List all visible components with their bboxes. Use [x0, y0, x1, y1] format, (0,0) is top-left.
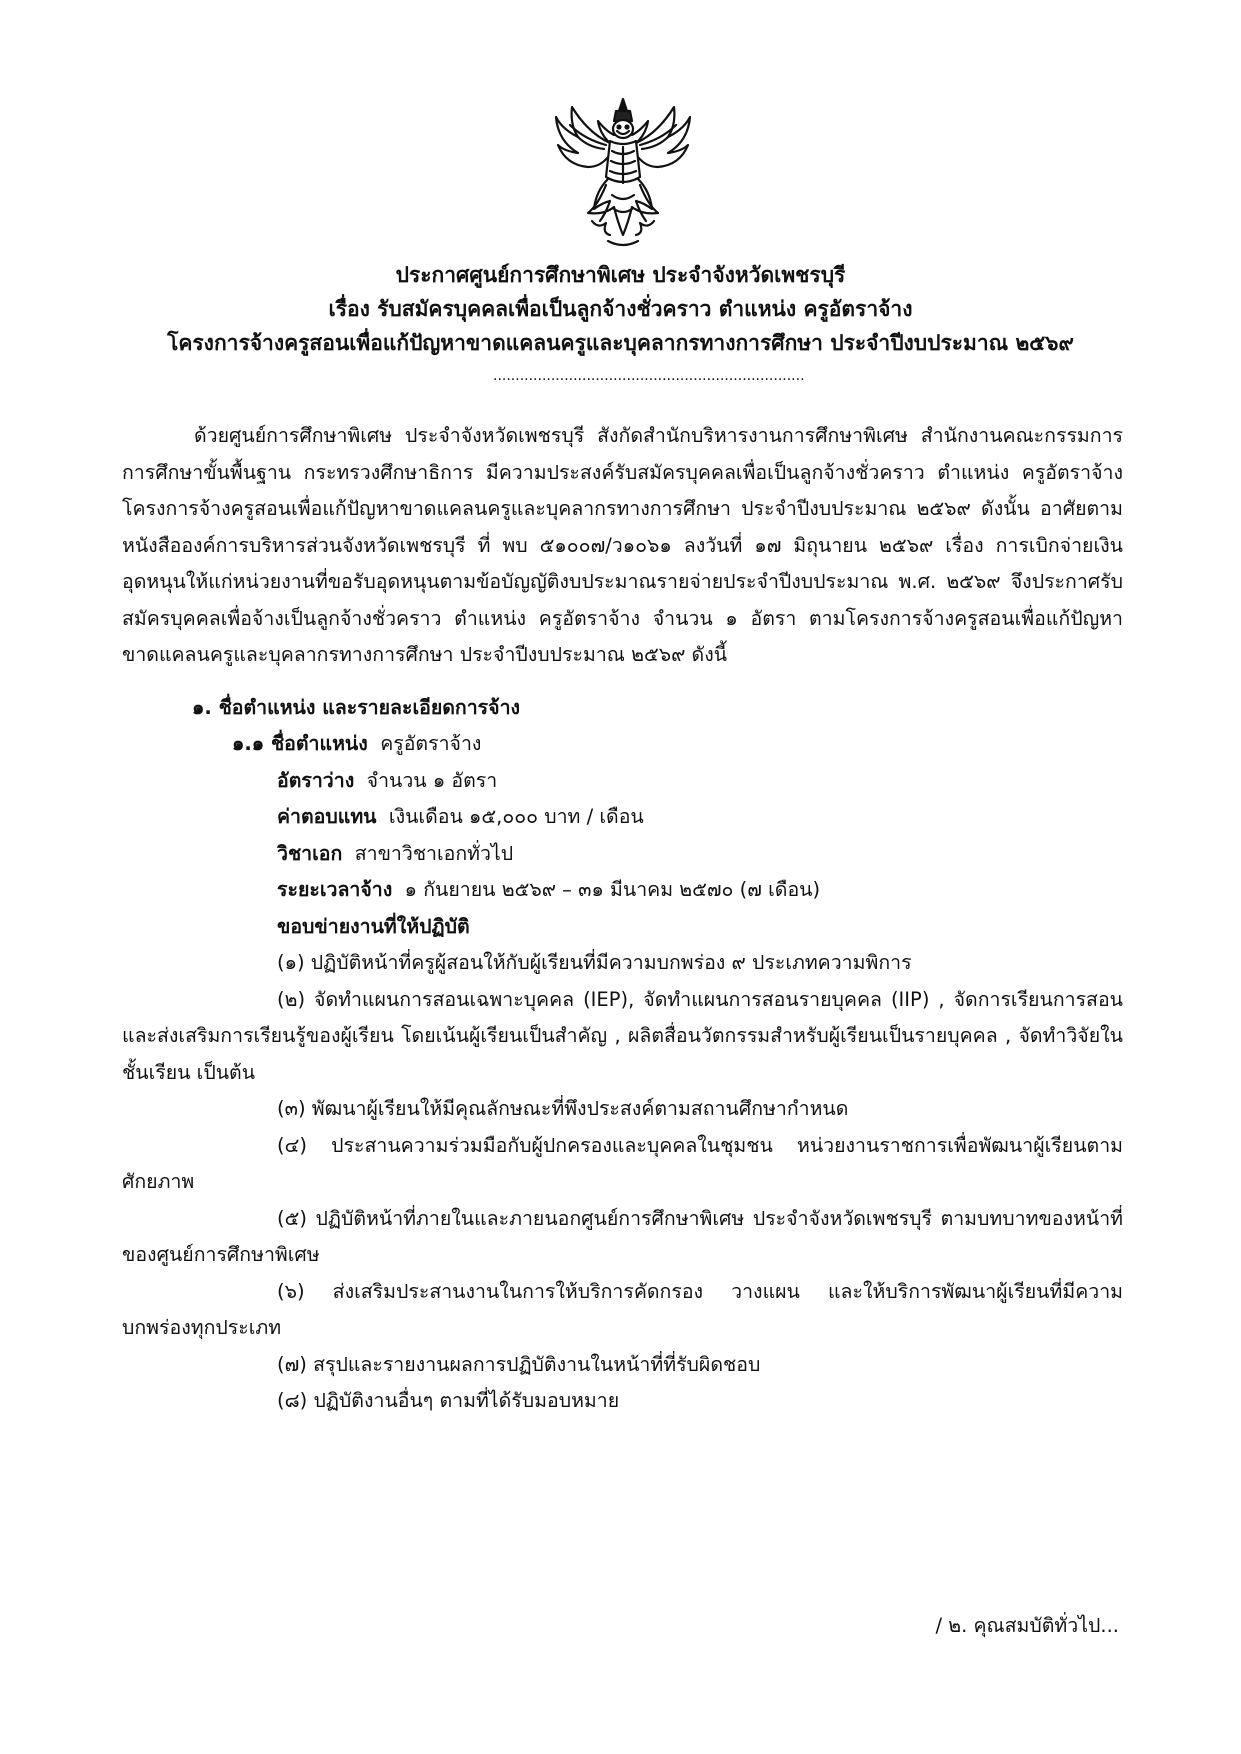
duty-item-1: (๑) ปฏิบัติหน้าที่ครูผู้สอนให้กับผู้เรียนที่มีความบกพร่อง ๙ ประเภทความพิการ	[277, 951, 912, 974]
position-value: ครูอัตราจ้าง	[380, 732, 482, 755]
title-separator: ......................................................................	[493, 368, 805, 384]
duty-item-3: (๓) พัฒนาผู้เรียนให้มีคุณลักษณะที่พึงประสงค์ตามสถานศึกษากำหนด	[277, 1097, 849, 1120]
duty-item-7: (๗) สรุปและรายงานผลการปฏิบัติงานในหน้าที่ที่รับผิดชอบ	[277, 1352, 761, 1376]
position-label: ๑.๑ ชื่อตำแหน่ง	[232, 732, 368, 755]
duty-item-6: (๖) ส่งเสริมประสานงานในการให้บริการคัดกรอง วางแผน และให้บริการพัฒนาผู้เรียนที่มีความบกพร่องทุกประเภท	[122, 1279, 1123, 1339]
intro-paragraph: ด้วยศูนย์การศึกษาพิเศษ ประจำจังหวัดเพชรบุรี สังกัดสำนักบริหารงานการศึกษาพิเศษ สำนักงานคณะกรรมการการศึกษาขั้นพื้นฐาน กระทรวงศึกษาธิการ มีความประสงค์รับสมัครบุคคลเพื่อเป็นลูกจ้างชั่วคราว ตำแหน่ง ครูอัตราจ้าง โครงการจ้างครูสอนเพื่อแก้ปัญหาขาดแคลนครูและบุคลากรทางการศึกษา ประจำปีงบประมาณ ๒๕๖๙ ดังนั้น อาศัยตามหนังสือองค์การบริหารส่วนจังหวัดเพชรบุรี ที่ พบ ๕๑๐๐๗/ว๑๐๖๑ ลงวันที่ ๑๗ มิถุนายน ๒๕๖๙ เรื่อง การเบิกจ่ายเงินอุดหนุนให้แก่หน่วยงานที่ขอรับอุดหนุนตามข้อบัญญัติงบประมาณรายจ่ายประจำปีงบประมาณ พ.ศ. ๒๕๖๙ จึงประกาศรับสมัครบุคคลเพื่อจ้างเป็นลูกจ้างชั่วคราว ตำแหน่ง ครูอัตราจ้าง จำนวน ๑ อัตรา ตามโครงการจ้างครูสอนเพื่อแก้ปัญหาขาดแคลนครูและบุคลากรทางการศึกษา ประจำปีงบประมาณ ๒๕๖๙ ดังนี้	[122, 424, 1123, 666]
period-row	[122, 872, 1123, 909]
announcement-body	[122, 418, 1123, 1420]
major-value: สาขาวิชาเอกทั่วไป	[354, 841, 514, 865]
salary-value: เงินเดือน ๑๕,๐๐๐ บาท / เดือน	[388, 805, 644, 828]
title-line-3: โครงการจ้างครูสอนเพื่อแก้ปัญหาขาดแคลนครูและบุคลากรทางการศึกษา ประจำปีงบประมาณ ๒๕๖๙	[167, 331, 1074, 355]
period-label: ระยะเวลาจ้าง	[277, 878, 393, 901]
title-line-2: เรื่อง รับสมัครบุคคลเพื่อเป็นลูกจ้างชั่วคราว ตำแหน่ง ครูอัตราจ้าง	[328, 297, 913, 321]
duty-item-4: (๔) ประสานความร่วมมือกับผู้ปกครองและบุคคลในชุมชน หน่วยงานราชการเพื่อพัฒนาผู้เรียนตามศักยภาพ	[122, 1133, 1123, 1193]
duty-item-5: (๕) ปฏิบัติหน้าที่ภายในและภายนอกศูนย์การศึกษาพิเศษ ประจำจังหวัดเพชรบุรี ตามบทบาทของหน้าที่ของศูนย์การศึกษาพิเศษ	[122, 1206, 1123, 1266]
page-continuation-note: / ๒. คุณสมบัติทั่วไป...	[935, 1614, 1119, 1637]
vacancy-value: จำนวน ๑ อัตรา	[366, 768, 498, 792]
major-row	[122, 836, 1123, 873]
duty-item-8: (๘) ปฏิบัติงานอื่นๆ ตามที่ได้รับมอบหมาย	[277, 1389, 620, 1412]
major-label: วิชาเอก	[277, 841, 343, 865]
position-row	[122, 726, 1123, 763]
vacancy-row	[122, 763, 1123, 800]
section-1-heading: ๑. ชื่อตำแหน่ง และรายละเอียดการจ้าง	[192, 695, 521, 719]
period-value: ๑ กันยายน ๒๕๖๙ – ๓๑ มีนาคม ๒๕๗๐ (๗ เดือน)	[404, 878, 821, 901]
garuda-emblem-icon	[548, 95, 698, 255]
scope-label: ขอบข่ายงานที่ให้ปฏิบัติ	[277, 914, 470, 938]
announcement-title-block	[80, 258, 1161, 360]
salary-row	[122, 799, 1123, 836]
scope-heading	[122, 909, 1123, 946]
duty-item-2: (๒) จัดทำแผนการสอนเฉพาะบุคคล (IEP), จัดทำแผนการสอนรายบุคคล (IIP) , จัดการเรียนการสอนและส่งเสริมการเรียนรู้ของผู้เรียน โดยเน้นผู้เรียนเป็นสำคัญ , ผลิตสื่อนวัตกรรมสำหรับผู้เรียนเป็นรายบุคคล , จัดทำวิจัยในชั้นเรียน เป็นต้น	[122, 987, 1123, 1084]
salary-label: ค่าตอบแทน	[277, 805, 377, 828]
title-line-1: ประกาศศูนย์การศึกษาพิเศษ ประจำจังหวัดเพชรบุรี	[395, 263, 846, 287]
vacancy-label: อัตราว่าง	[277, 768, 355, 792]
